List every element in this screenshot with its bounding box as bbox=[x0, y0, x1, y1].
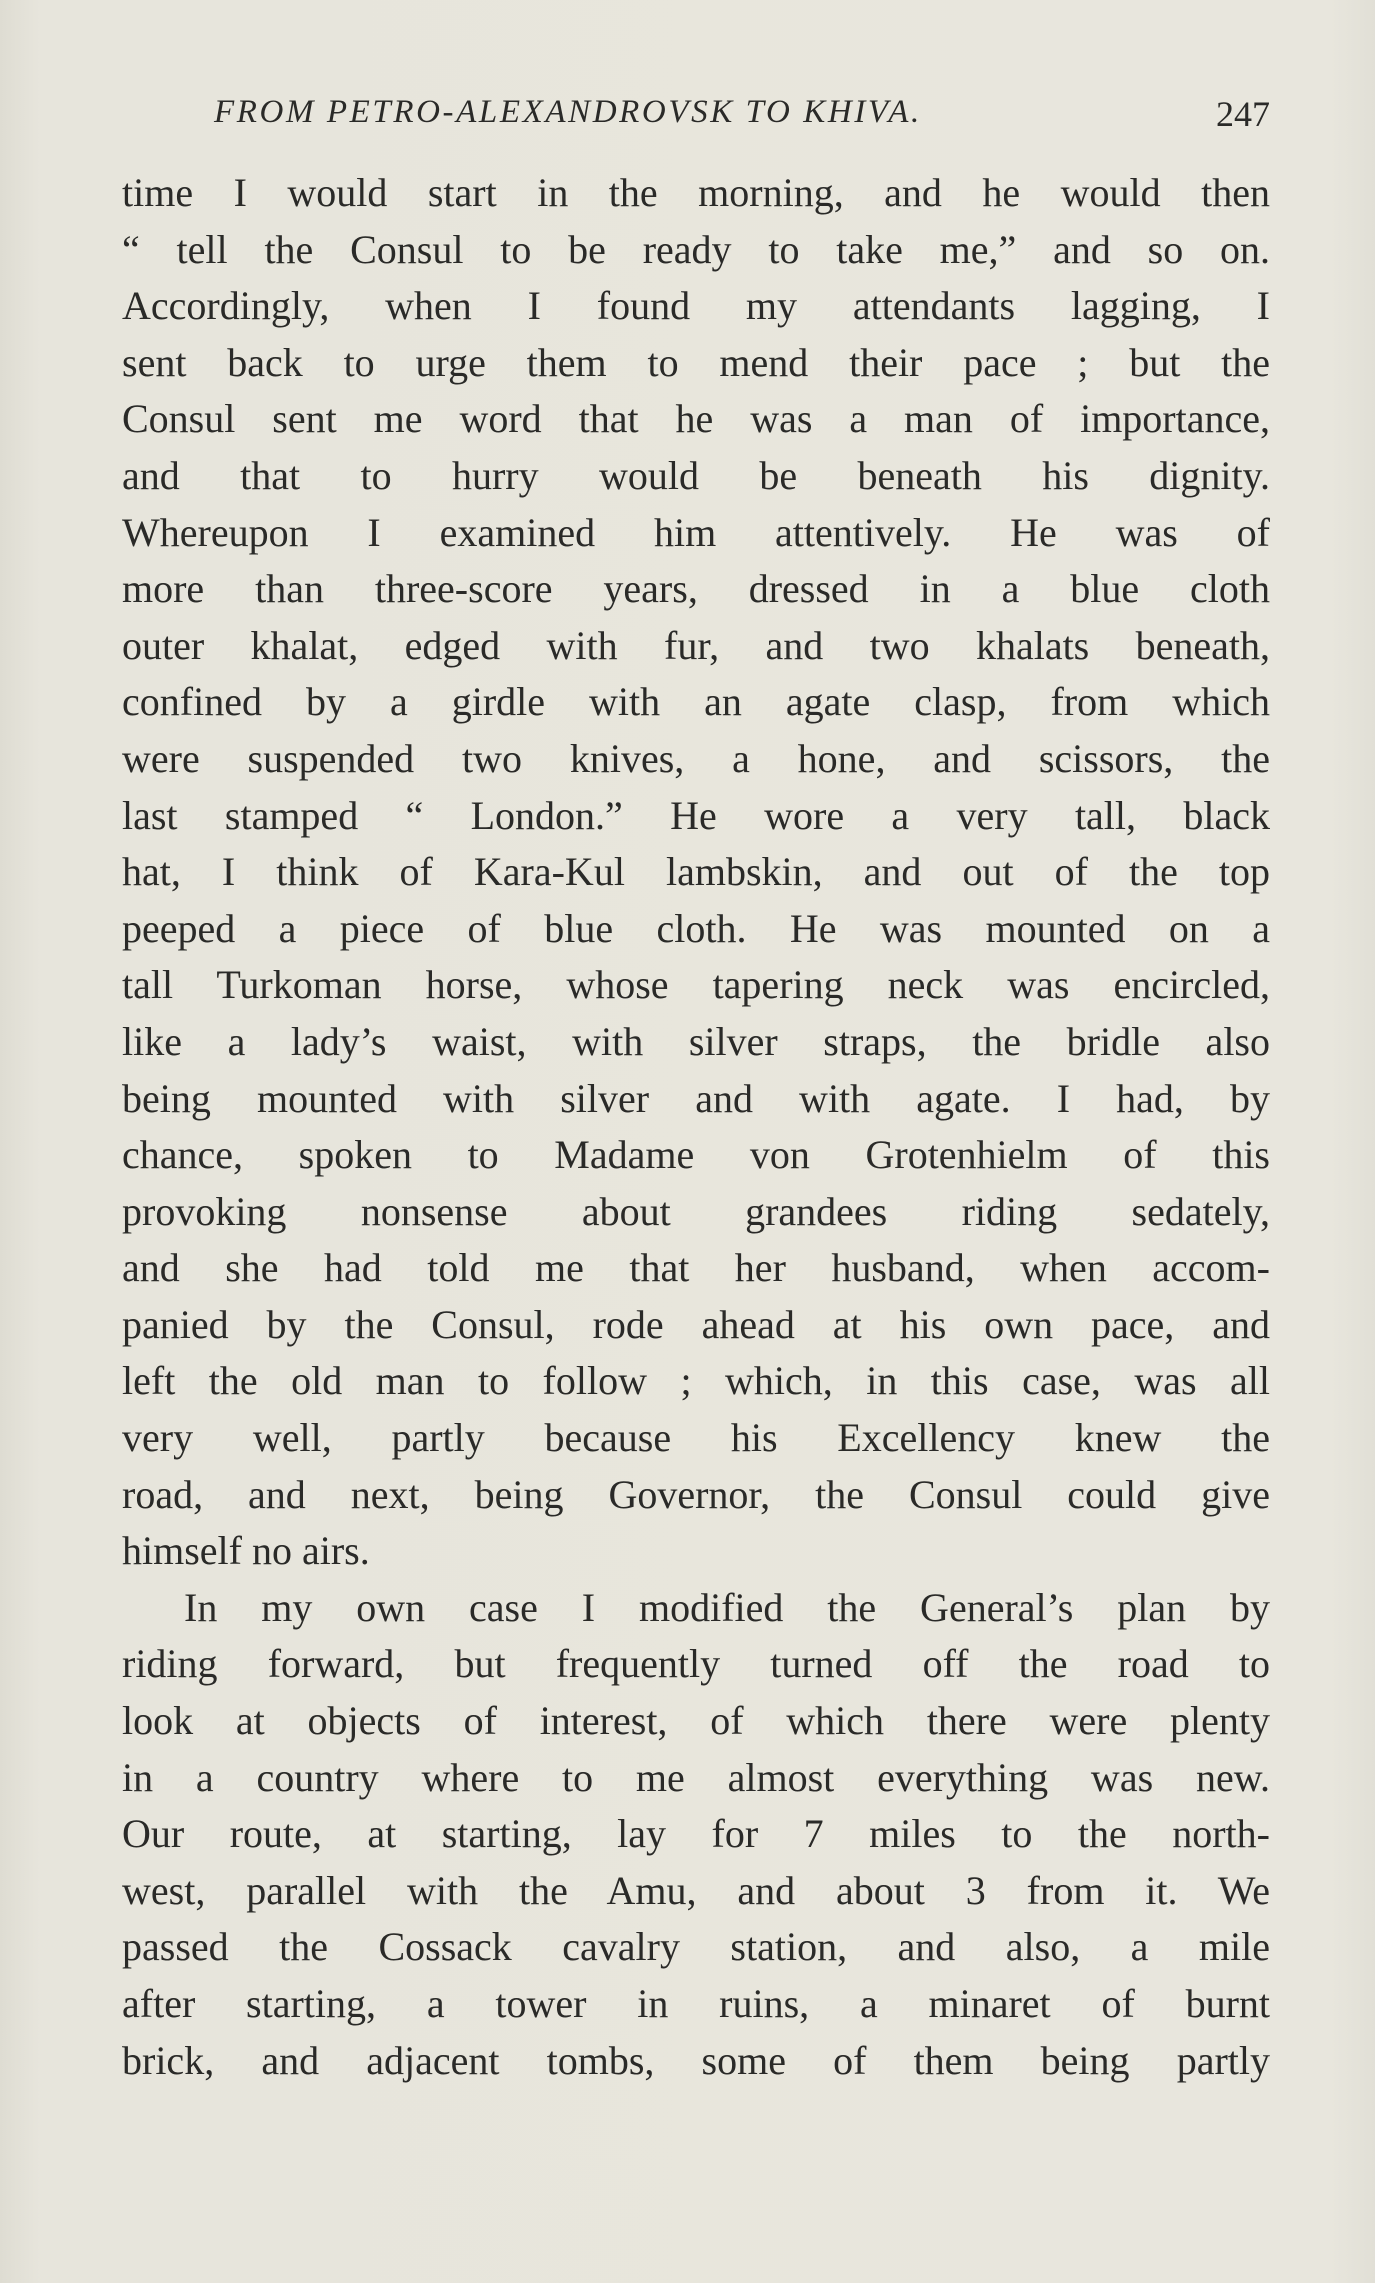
text-line: sent back to urge them to mend their pace ; but the bbox=[122, 339, 1270, 385]
text-line: like a lady’s waist, with silver straps, the bridle also bbox=[122, 1018, 1270, 1064]
text-line: Consul sent me word that he was a man of importance, bbox=[122, 396, 1270, 442]
body-text bbox=[122, 165, 1270, 2089]
text-line: Our route, at starting, lay for 7 miles to the north- bbox=[122, 1811, 1270, 1857]
text-line: “ tell the Consul to be ready to take me,” and so on. bbox=[122, 226, 1270, 272]
text-line: chance, spoken to Madame von Grotenhielm of this bbox=[122, 1132, 1270, 1178]
paragraph-2 bbox=[122, 1580, 1270, 2089]
text-line: himself no airs. bbox=[122, 1528, 370, 1574]
text-line: passed the Cossack cavalry station, and also, a mile bbox=[122, 1924, 1270, 1970]
text-line: peeped a piece of blue cloth. He was mounted on a bbox=[122, 905, 1270, 951]
text-line: brick, and adjacent tombs, some of them being partly bbox=[122, 2037, 1270, 2083]
text-line: left the old man to follow ; which, in this case, was all bbox=[122, 1358, 1270, 1404]
text-line: outer khalat, edged with fur, and two khalats beneath, bbox=[122, 622, 1270, 668]
running-head bbox=[122, 90, 1270, 140]
text-line: and she had told me that her husband, when accom- bbox=[122, 1245, 1270, 1291]
text-line: time I would start in the morning, and he would then bbox=[122, 170, 1270, 215]
text-line: provoking nonsense about grandees riding sedately, bbox=[122, 1188, 1270, 1234]
text-line: confined by a girdle with an agate clasp, from which bbox=[122, 679, 1270, 725]
text-line: were suspended two knives, a hone, and scissors, the bbox=[122, 735, 1270, 781]
text-line: west, parallel with the Amu, and about 3 from it. We bbox=[122, 1867, 1270, 1913]
text-line: look at objects of interest, of which there were plenty bbox=[122, 1698, 1270, 1744]
page-number: 247 bbox=[1216, 94, 1270, 134]
text-line: after starting, a tower in ruins, a minaret of burnt bbox=[122, 1981, 1270, 2026]
text-line: last stamped “ London.” He wore a very tall, black bbox=[122, 792, 1270, 838]
text-line: road, and next, being Governor, the Consul could give bbox=[122, 1471, 1270, 1517]
text-line: Accordingly, when I found my attendants lagging, I bbox=[122, 283, 1270, 329]
text-line: riding forward, but frequently turned off the road to bbox=[122, 1641, 1270, 1687]
text-line: In my own case I modified the General’s plan by bbox=[184, 1584, 1270, 1630]
text-line: being mounted with silver and with agate. I had, by bbox=[122, 1075, 1270, 1121]
text-line: more than three-score years, dressed in a blue cloth bbox=[122, 566, 1270, 612]
text-line: tall Turkoman horse, whose tapering neck was encircled, bbox=[122, 962, 1270, 1008]
text-line: very well, partly because his Excellency knew the bbox=[122, 1415, 1270, 1461]
text-line: in a country where to me almost everything was new. bbox=[122, 1754, 1270, 1800]
text-line: panied by the Consul, rode ahead at his own pace, and bbox=[122, 1301, 1270, 1347]
text-line: and that to hurry would be beneath his dignity. bbox=[122, 452, 1270, 498]
text-line: Whereupon I examined him attentively. He was of bbox=[122, 509, 1270, 555]
text-line: hat, I think of Kara-Kul lambskin, and out of the top bbox=[122, 849, 1270, 895]
paragraph-1 bbox=[122, 165, 1270, 1580]
running-title: FROM PETRO-ALEXANDROVSK TO KHIVA. bbox=[214, 94, 922, 130]
